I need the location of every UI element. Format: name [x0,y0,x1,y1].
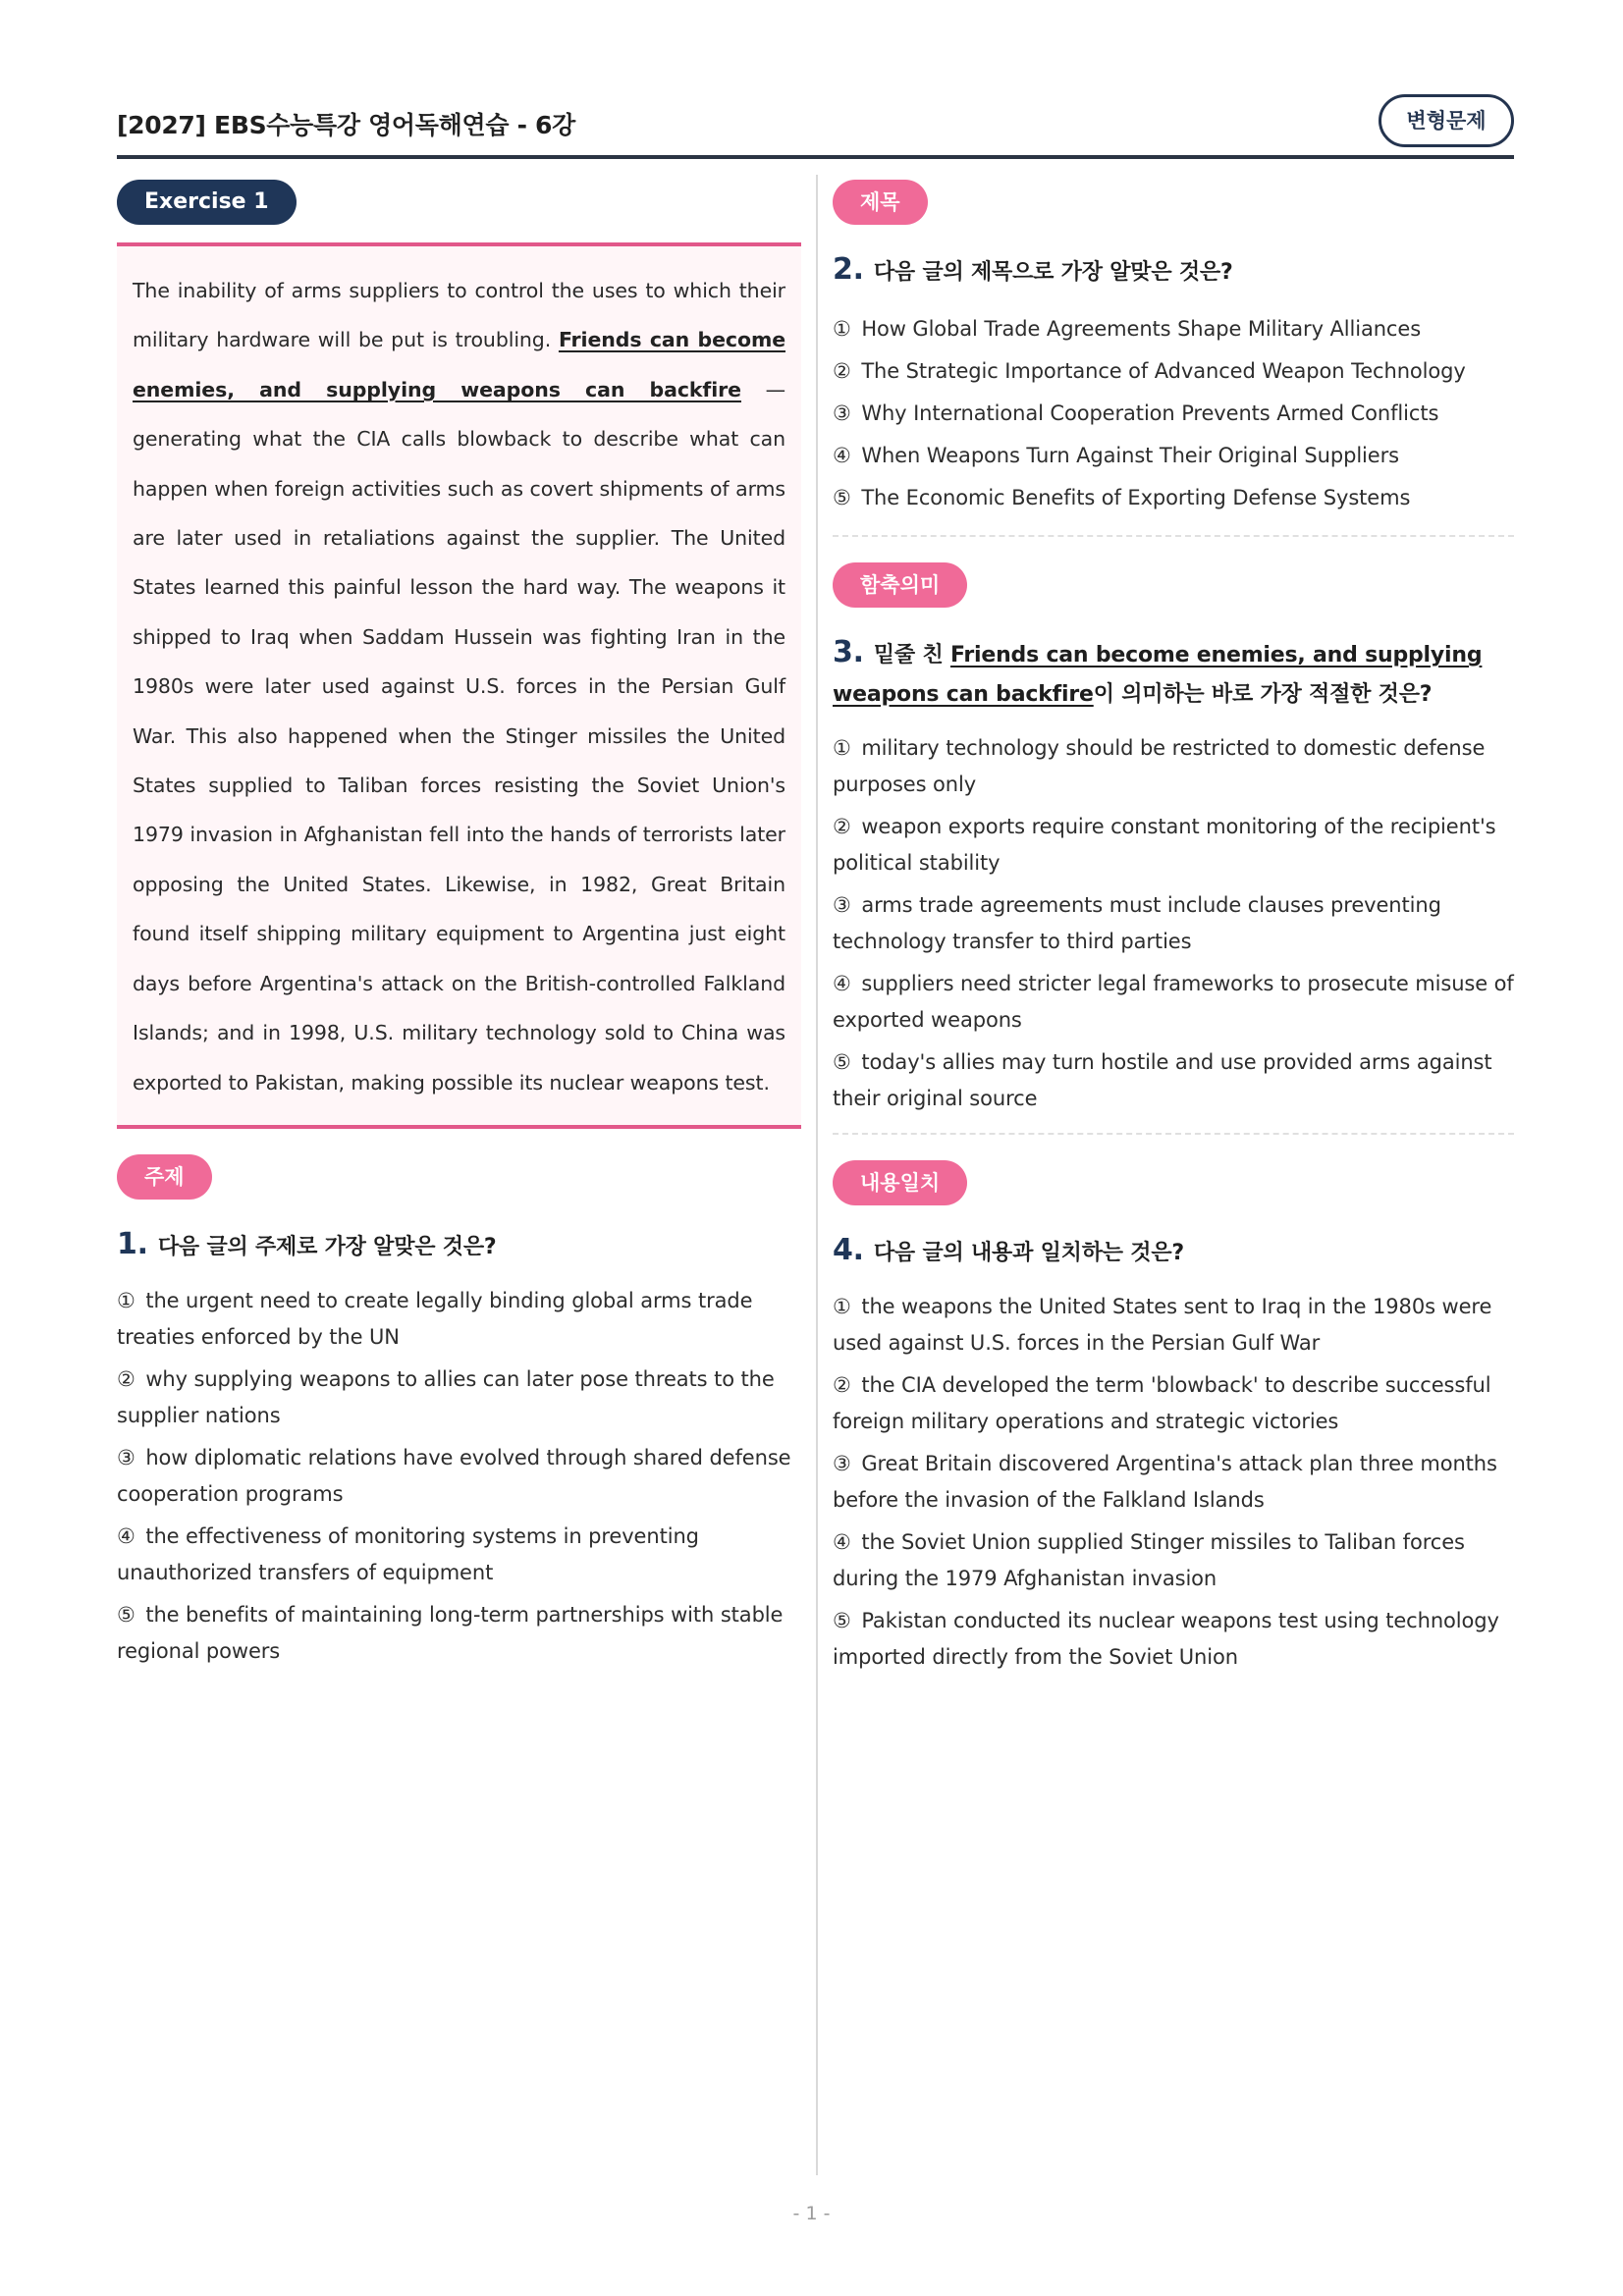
option-mark: ③ [833,1452,851,1475]
page-number: - 1 - [792,2203,831,2224]
option-text: Why International Cooperation Prevents Armed Conflicts [861,401,1439,425]
column-divider [816,175,818,2175]
question-3-options [833,730,1514,1117]
option[interactable] [833,809,1514,881]
option[interactable] [833,1524,1514,1597]
option-mark: ① [833,736,851,760]
option[interactable] [117,1362,801,1434]
option-mark: ① [833,1295,851,1318]
option[interactable] [833,887,1514,960]
option-mark: ② [117,1366,135,1391]
question-4-text: 다음 글의 내용과 일치하는 것은? [873,1241,1184,1265]
question-4 [833,1160,1514,1676]
option[interactable] [117,1519,801,1591]
question-2-text: 다음 글의 제목으로 가장 알맞은 것은? [873,260,1233,285]
option-mark: ⑤ [117,1602,135,1627]
question-1-number: 1. [117,1226,148,1261]
passage-text [133,266,785,1107]
option-text: arms trade agreements must include clauses preventing technology transfer to third parties [833,893,1441,953]
option[interactable] [117,1440,801,1513]
option[interactable] [833,966,1514,1039]
option-text: The Economic Benefits of Exporting Defense Systems [861,486,1411,509]
page-header [117,90,1514,159]
left-column [117,180,801,1676]
question-4-options [833,1289,1514,1676]
option-mark: ⑤ [833,1609,851,1632]
option[interactable] [833,477,1514,519]
option-text: the urgent need to create legally binding global arms trade treaties enforced by the UN [117,1288,753,1349]
option[interactable] [117,1283,801,1356]
option-mark: ④ [833,972,851,995]
option-mark: ① [117,1288,135,1312]
option-text: How Global Trade Agreements Shape Military Alliances [861,317,1422,341]
option-text: why supplying weapons to allies can later pose threats to the supplier nations [117,1366,775,1427]
question-3-prefix: 밑줄 친 [873,643,950,667]
section-separator [833,1133,1514,1135]
option[interactable] [833,1044,1514,1117]
option-mark: ③ [833,401,851,425]
option-mark: ④ [833,1530,851,1554]
option[interactable] [833,308,1514,350]
option[interactable] [833,393,1514,435]
question-4-title [833,1231,1514,1273]
option-mark: ② [833,815,851,838]
option[interactable] [833,1367,1514,1440]
document-title: [2027] EBS수능특강 영어독해연습 - 6강 [117,111,576,139]
option[interactable] [833,350,1514,393]
question-2-number: 2. [833,252,864,287]
option-text: suppliers need stricter legal frameworks to prosecute misuse of exported weapons [833,972,1514,1032]
option-mark: ⑤ [833,1050,851,1074]
topic-tag: 주제 [117,1154,212,1200]
option[interactable] [833,435,1514,477]
question-1-title [117,1225,801,1267]
implication-tag: 함축의미 [833,562,967,608]
variant-problem-badge: 변형문제 [1379,94,1514,147]
question-3-number: 3. [833,635,864,669]
option-text: weapon exports require constant monitoring of the recipient's political stability [833,815,1496,875]
passage-underlined-phrase: Friends can become enemies, and supplying weapons can backfire [133,328,786,401]
option[interactable] [833,1289,1514,1362]
title-tag: 제목 [833,180,928,225]
option-text: the weapons the United States sent to Iraq in the 1980s were used against U.S. forces in the Persian Gulf War [833,1295,1492,1355]
option-text: the Soviet Union supplied Stinger missiles to Taliban forces during the 1979 Afghanistan invasion [833,1530,1465,1590]
question-1-text: 다음 글의 주제로 가장 알맞은 것은? [157,1234,497,1259]
option-mark: ① [833,317,851,341]
option-mark: ④ [833,444,851,467]
section-separator [833,535,1514,537]
option-mark: ③ [117,1445,135,1469]
passage-text-before: The inability of arms suppliers to control the uses to which their military hardware will be put is troubling. [133,279,785,352]
option-mark: ② [833,359,851,383]
option-text: Great Britain discovered Argentina's attack plan three months before the invasion of the Falkland Islands [833,1452,1497,1512]
question-2-title [833,250,1514,293]
passage-text-after: — generating what the CIA calls blowback to describe what can happen when foreign activities such as covert shipments of arms are later used in retaliations against the supplier. The United States learned this painful lesson the hard way. The weapons it shipped to Iraq when Saddam Hussein was fighting Iran in the 1980s were later used against U.S. forces in the Persian Gulf War. This also happened when the Stinger missiles the United States supplied to Taliban forces resisting the Soviet Union's 1979 invasion in Afghanistan fell into the hands of terrorists later opposing the United States. Likewise, in 1982, Great Britain found itself shipping military equipment to Argentina just eight days before Argentina's attack on the British-controlled Falkland Islands; and in 1998, U.S. military technology sold to China was exported to Pakistan, making possible its nuclear weapons test. [133,377,786,1095]
option-mark: ④ [117,1523,135,1548]
question-3-title [833,633,1514,715]
question-3-suffix: 이 의미하는 바로 가장 적절한 것은? [1093,682,1433,707]
reading-passage [117,242,801,1129]
question-1 [117,1154,801,1670]
option-text: When Weapons Turn Against Their Original Suppliers [861,444,1399,467]
option[interactable] [833,1603,1514,1676]
option-mark: ② [833,1373,851,1397]
option-text: how diplomatic relations have evolved through shared defense cooperation programs [117,1445,791,1506]
option-text: the CIA developed the term 'blowback' to describe successful foreign military operations and strategic victories [833,1373,1491,1433]
option-text: the benefits of maintaining long-term partnerships with stable regional powers [117,1602,784,1663]
option-text: The Strategic Importance of Advanced Weapon Technology [861,359,1466,383]
option[interactable] [833,1446,1514,1519]
question-3-underlined-phrase: Friends can become enemies, and supplying weapons can backfire [833,643,1483,707]
option-text: military technology should be restricted to domestic defense purposes only [833,736,1486,796]
right-column [833,180,1514,1682]
option[interactable] [833,730,1514,803]
option[interactable] [117,1597,801,1670]
option-mark: ③ [833,893,851,917]
question-1-options [117,1283,801,1670]
option-mark: ⑤ [833,486,851,509]
question-3 [833,562,1514,1117]
option-text: today's allies may turn hostile and use provided arms against their original source [833,1050,1492,1110]
content-match-tag: 내용일치 [833,1160,967,1205]
question-2 [833,180,1514,519]
exercise-badge: Exercise 1 [117,180,297,225]
option-text: the effectiveness of monitoring systems in preventing unauthorized transfers of equipment [117,1523,699,1584]
option-text: Pakistan conducted its nuclear weapons test using technology imported directly from the Soviet Union [833,1609,1499,1669]
question-2-options [833,308,1514,519]
question-4-number: 4. [833,1233,864,1267]
